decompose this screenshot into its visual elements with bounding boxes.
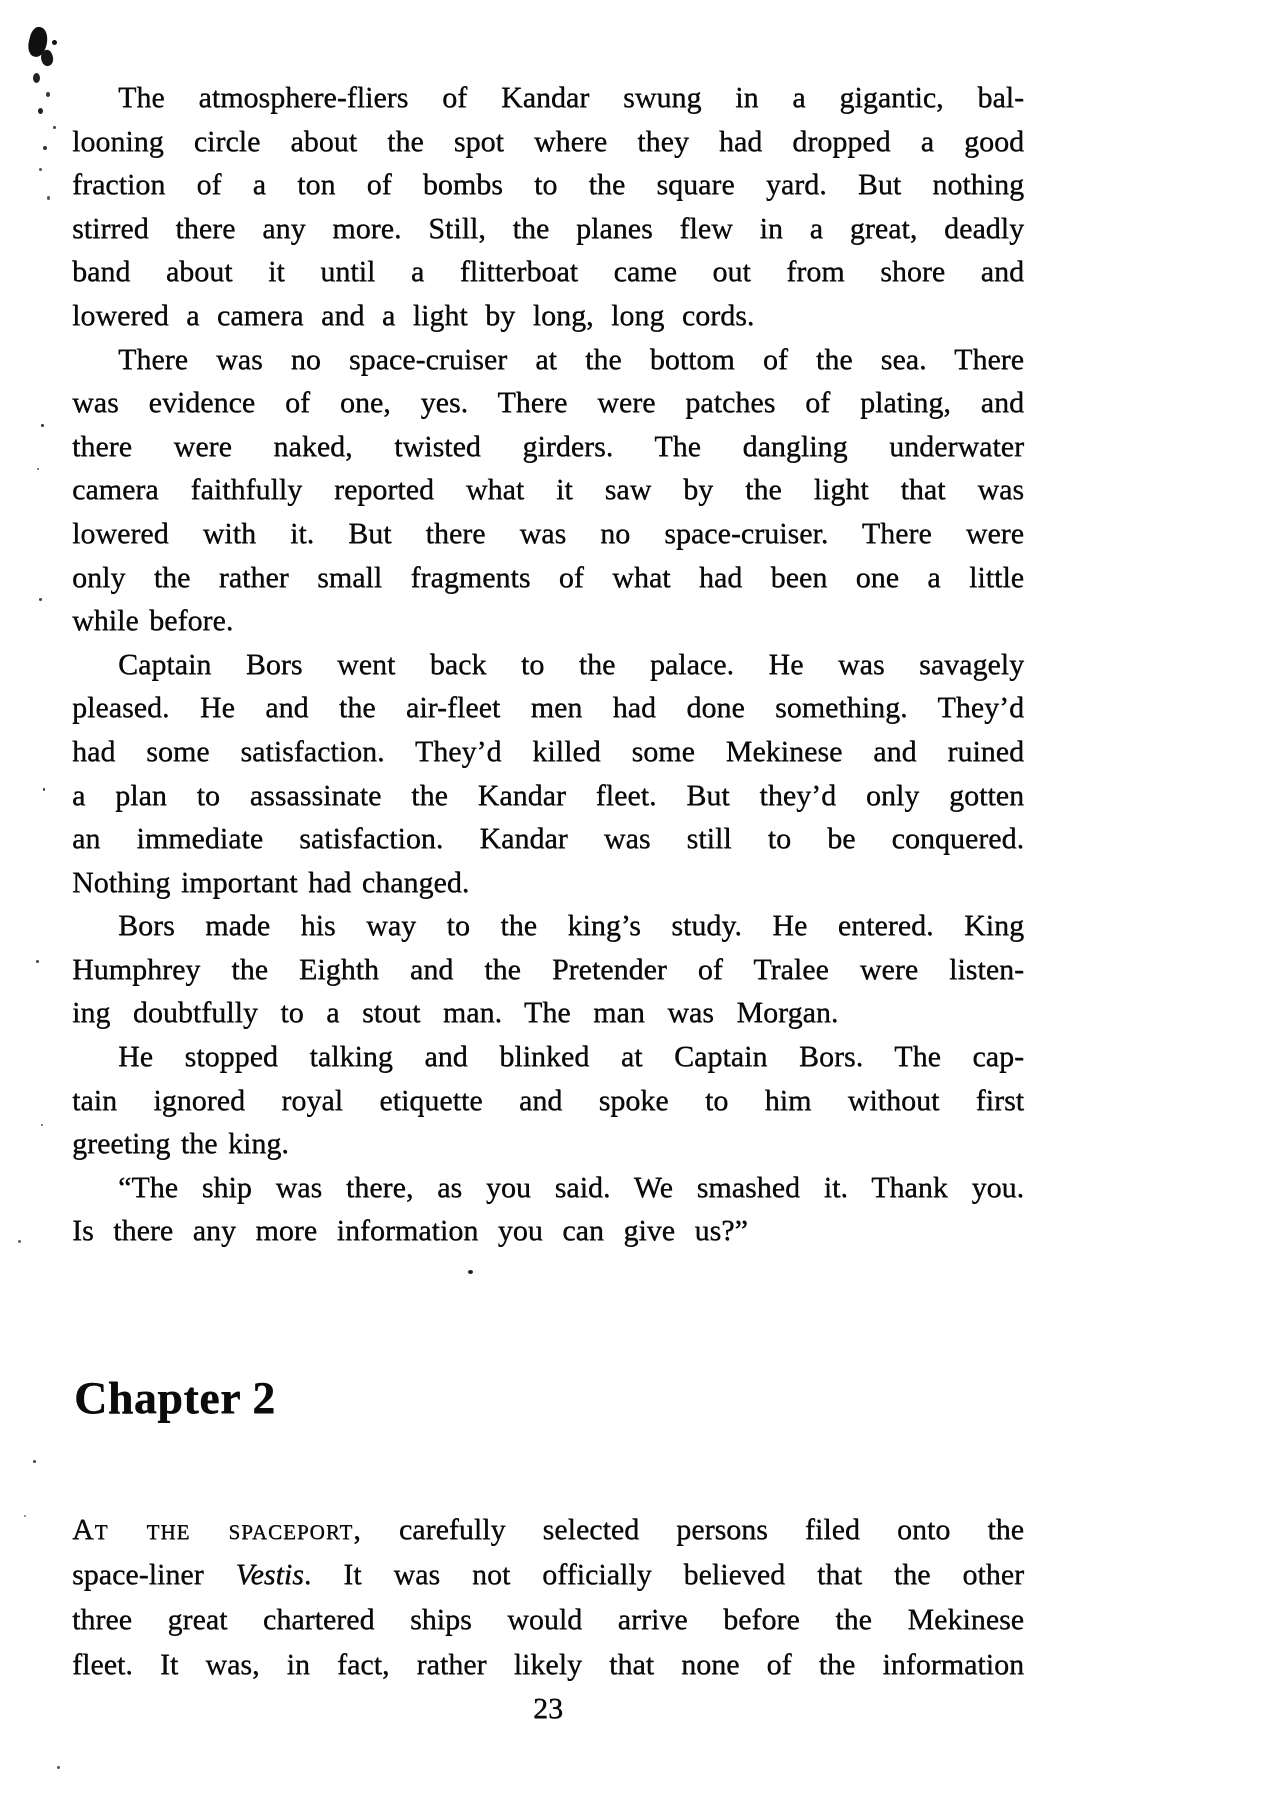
paragraph-1 [72, 76, 1024, 338]
ink-speck [43, 146, 47, 150]
ink-speck [36, 960, 39, 963]
text-run: space-liner [72, 1558, 236, 1591]
text-run: carefully selected persons filed onto the [361, 1513, 1024, 1546]
text-run: . It was not officially believed that the other [303, 1558, 1025, 1591]
paragraph-3 [72, 643, 1024, 905]
text-line: pleased. He and the air-fleet men had done something. They’d [72, 691, 1024, 725]
ink-speck [52, 40, 57, 45]
ink-speck [41, 424, 44, 427]
text-line [72, 1552, 1024, 1597]
ink-speck [46, 92, 50, 97]
text-line: looning circle about the spot where they had dropped a good [72, 124, 1024, 158]
text-line: Captain Bors went back to the palace. He was savagely [118, 647, 1024, 681]
ink-speck [39, 598, 42, 601]
text-line: had some satisfaction. They’d killed some Mekinese and ruined [72, 734, 1024, 768]
text-line: Humphrey the Eighth and the Pretender of Tralee were listen- [72, 952, 1024, 986]
ink-speck [41, 1124, 43, 1126]
ink-speck [57, 1766, 60, 1769]
text-line: lowered a camera and a light by long, long cords. [72, 298, 755, 332]
text-line: band about it until a flitterboat came out from shore and [72, 255, 1024, 289]
ink-speck [33, 1460, 36, 1463]
text-line: while before. [72, 604, 234, 638]
ink-speck [43, 788, 45, 791]
chapter-heading: Chapter 2 [74, 1372, 276, 1423]
ink-speck [47, 196, 50, 200]
text-line: ing doubtfully to a stout man. The man was Morgan. [72, 996, 839, 1030]
text-line: Nothing important had changed. [72, 865, 470, 899]
text-line: only the rather small fragments of what had been one a little [72, 560, 1024, 594]
text-line: was evidence of one, yes. There were patches of plating, and [72, 386, 1024, 420]
ink-speck [53, 126, 56, 129]
ink-speck [39, 168, 42, 171]
text-line: tain ignored royal etiquette and spoke to him without first [72, 1083, 1024, 1117]
text-line: camera faithfully reported what it saw by the light that was [72, 473, 1024, 507]
text-line: greeting the king. [72, 1127, 289, 1161]
ship-name-italic: Vestis [235, 1558, 304, 1591]
text-line: fleet. It was, in fact, rather likely that none of the information [72, 1648, 1024, 1681]
paragraph-4 [72, 904, 1024, 1035]
text-line: there were naked, twisted girders. The dangling underwater [72, 429, 1024, 463]
text-line: The atmosphere-fliers of Kandar swung in a gigantic, bal- [118, 81, 1024, 114]
page-number: 23 [533, 1692, 563, 1725]
text-line: lowered with it. But there was no space-cruiser. There were [72, 516, 1024, 550]
ink-speck [468, 1270, 473, 1274]
ink-speck [37, 468, 39, 470]
small-caps-opening: At the spaceport, [72, 1513, 362, 1546]
ink-blotch [39, 49, 55, 68]
text-line: Is there any more information you can give us?” [72, 1214, 748, 1248]
ink-speck [18, 1240, 21, 1243]
text-line: “The ship was there, as you said. We smashed it. Thank you. [118, 1170, 1024, 1204]
text-line: three great chartered ships would arrive before the Mekinese [72, 1603, 1024, 1636]
ink-speck [24, 1515, 26, 1517]
section-opening-paragraph [72, 1507, 1024, 1687]
text-line: an immediate satisfaction. Kandar was still to be conquered. [72, 822, 1024, 856]
text-line: a plan to assassinate the Kandar fleet. But they’d only gotten [72, 778, 1024, 812]
text-column [72, 76, 1024, 1253]
text-line: fraction of a ton of bombs to the square yard. But nothing [72, 168, 1024, 202]
ink-speck [38, 108, 43, 114]
ink-speck [33, 73, 40, 83]
paragraph-2 [72, 338, 1024, 643]
text-line: He stopped talking and blinked at Captain Bors. The cap- [118, 1040, 1024, 1074]
paragraph-6-dialogue [72, 1166, 1024, 1253]
text-line: There was no space-cruiser at the bottom of the sea. There [118, 342, 1024, 376]
paragraph-5 [72, 1035, 1024, 1166]
text-line: stirred there any more. Still, the planes flew in a great, deadly [72, 211, 1024, 245]
text-line: Bors made his way to the king’s study. He entered. King [118, 909, 1024, 943]
text-line [72, 1507, 1024, 1552]
